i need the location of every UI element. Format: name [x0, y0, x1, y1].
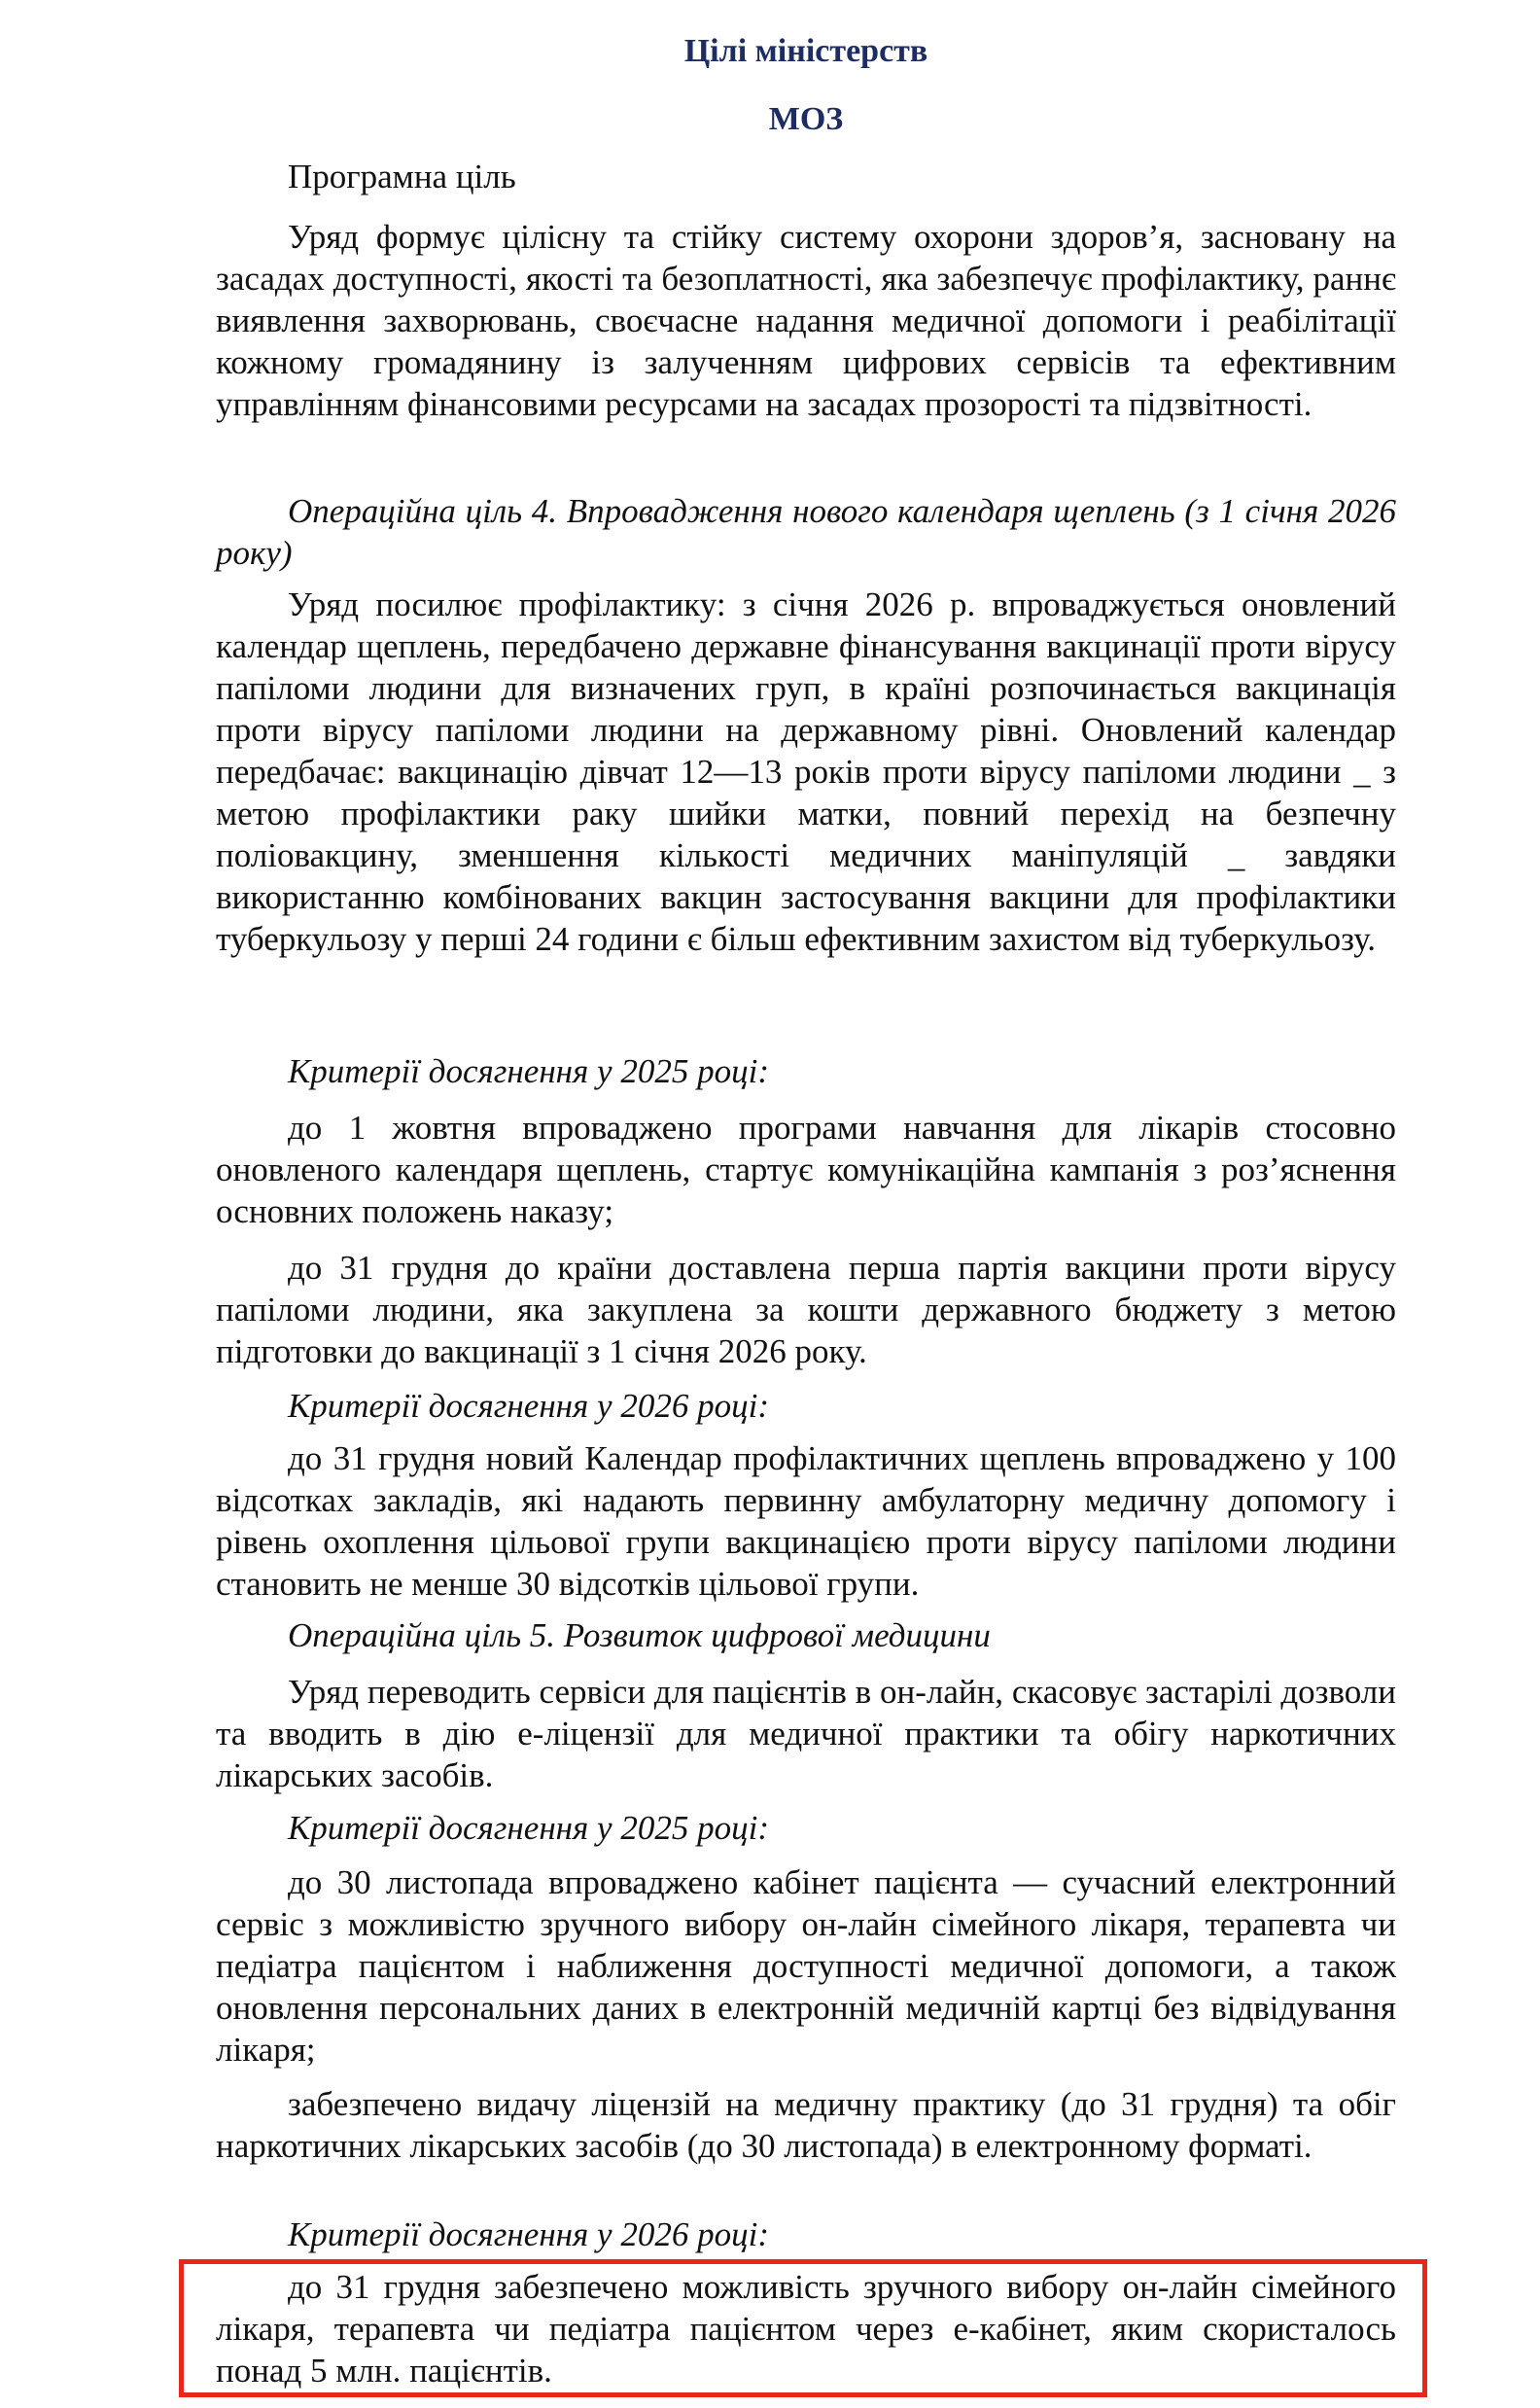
- goal5-criteria-2026-title: Критерії досягнення у 2026 році:: [288, 2215, 769, 2253]
- goal4-criteria-2025-title: Критерії досягнення у 2025 році:: [288, 1052, 769, 1090]
- program-goal-text: Уряд формує цілісну та стійку систему охорони здоров’я, засновану на засадах доступності, якості та безоплатності, яка забезпечує профілактику, раннє виявлення захворювань, своєчасне надання медичної допомоги і реабілітації кожному громадянину із залученням цифрових сервісів та ефективним управлінням фінансовими ресурсами на засадах прозорості та підзвітності.: [216, 218, 1396, 423]
- goal4-text: Уряд посилює профілактику: з січня 2026 р. впроваджується оновлений календар щеплень, передбачено державне фінансування вакцинації проти вірусу папіломи людини для визначених груп, в країні розпочинається вакцинація проти вірусу папіломи людини на державному рівні. Оновлений календар передбачає: вакцинацію дівчат 12—13 років проти вірусу папіломи людини _ з метою профілактики раку шийки матки, повний перехід на безпечну поліовакцину, зменшення кількості медичних маніпуляцій _ завдяки використанню комбінованих вакцин застосування вакцини для профілактики туберкульозу у перші 24 години є більш ефективним захистом від туберкульозу.: [216, 585, 1396, 958]
- goal4-criteria-2026-title: Критерії досягнення у 2026 році:: [288, 1387, 769, 1425]
- highlight-box: [179, 2259, 1427, 2397]
- goal5-title: Операційна ціль 5. Розвиток цифрової медицини: [288, 1616, 991, 1654]
- goal4-criteria-2026-item: до 31 грудня новий Календар профілактичних щеплень впроваджено у 100 відсотках закладів, які надають первинну амбулаторну медичну допомогу і рівень охоплення цільової групи вакцинацією проти вірусу папіломи людини становить не менше 30 відсотків цільової групи.: [216, 1439, 1396, 1603]
- goal4-criteria-2025-item: до 31 грудня до країни доставлена перша партія вакцини проти вірусу папіломи людини, яка закуплена за кошти державного бюджету з метою підготовки до вакцинації з 1 січня 2026 року.: [216, 1249, 1396, 1370]
- goal5-criteria-2026-item: до 31 грудня забезпечено можливість зручного вибору он-лайн сімейного лікаря, терапевта чи педіатра пацієнтом через е-кабінет, яким скористалось понад 5 млн. пацієнтів.: [216, 2268, 1396, 2390]
- program-goal-label: Програмна ціль: [288, 158, 516, 195]
- goal5-criteria-2025-item: до 30 листопада впроваджено кабінет пацієнта — сучасний електронний сервіс з можливістю зручного вибору он-лайн сімейного лікаря, терапевта чи педіатра пацієнтом і наближення доступності медичної допомоги, а також оновлення персональних даних в електронній медичній картці без відвідування лікаря;: [216, 1863, 1396, 2069]
- ministry-heading: МОЗ: [768, 101, 844, 137]
- goal4-criteria-2025-item: до 1 жовтня впроваджено програми навчання для лікарів стосовно оновленого календаря щеплень, стартує комунікаційна кампанія з роз’яснення основних положень наказу;: [216, 1109, 1396, 1230]
- goal4-title: Операційна ціль 4. Впровадження нового календаря щеплень (з 1 січня 2026 року): [216, 492, 1396, 572]
- goal5-criteria-2025-item: забезпечено видачу ліцензій на медичну практику (до 31 грудня) та обіг наркотичних лікарських засобів (до 30 листопада) в електронному форматі.: [216, 2085, 1396, 2165]
- goal5-criteria-2025-title: Критерії досягнення у 2025 році:: [288, 1809, 769, 1847]
- goal5-text: Уряд переводить сервіси для пацієнтів в он-лайн, скасовує застарілі дозволи та вводить в дію е-ліцензії для медичної практики та обігу наркотичних лікарських засобів.: [216, 1673, 1396, 1794]
- page-title: Цілі міністерств: [683, 33, 928, 69]
